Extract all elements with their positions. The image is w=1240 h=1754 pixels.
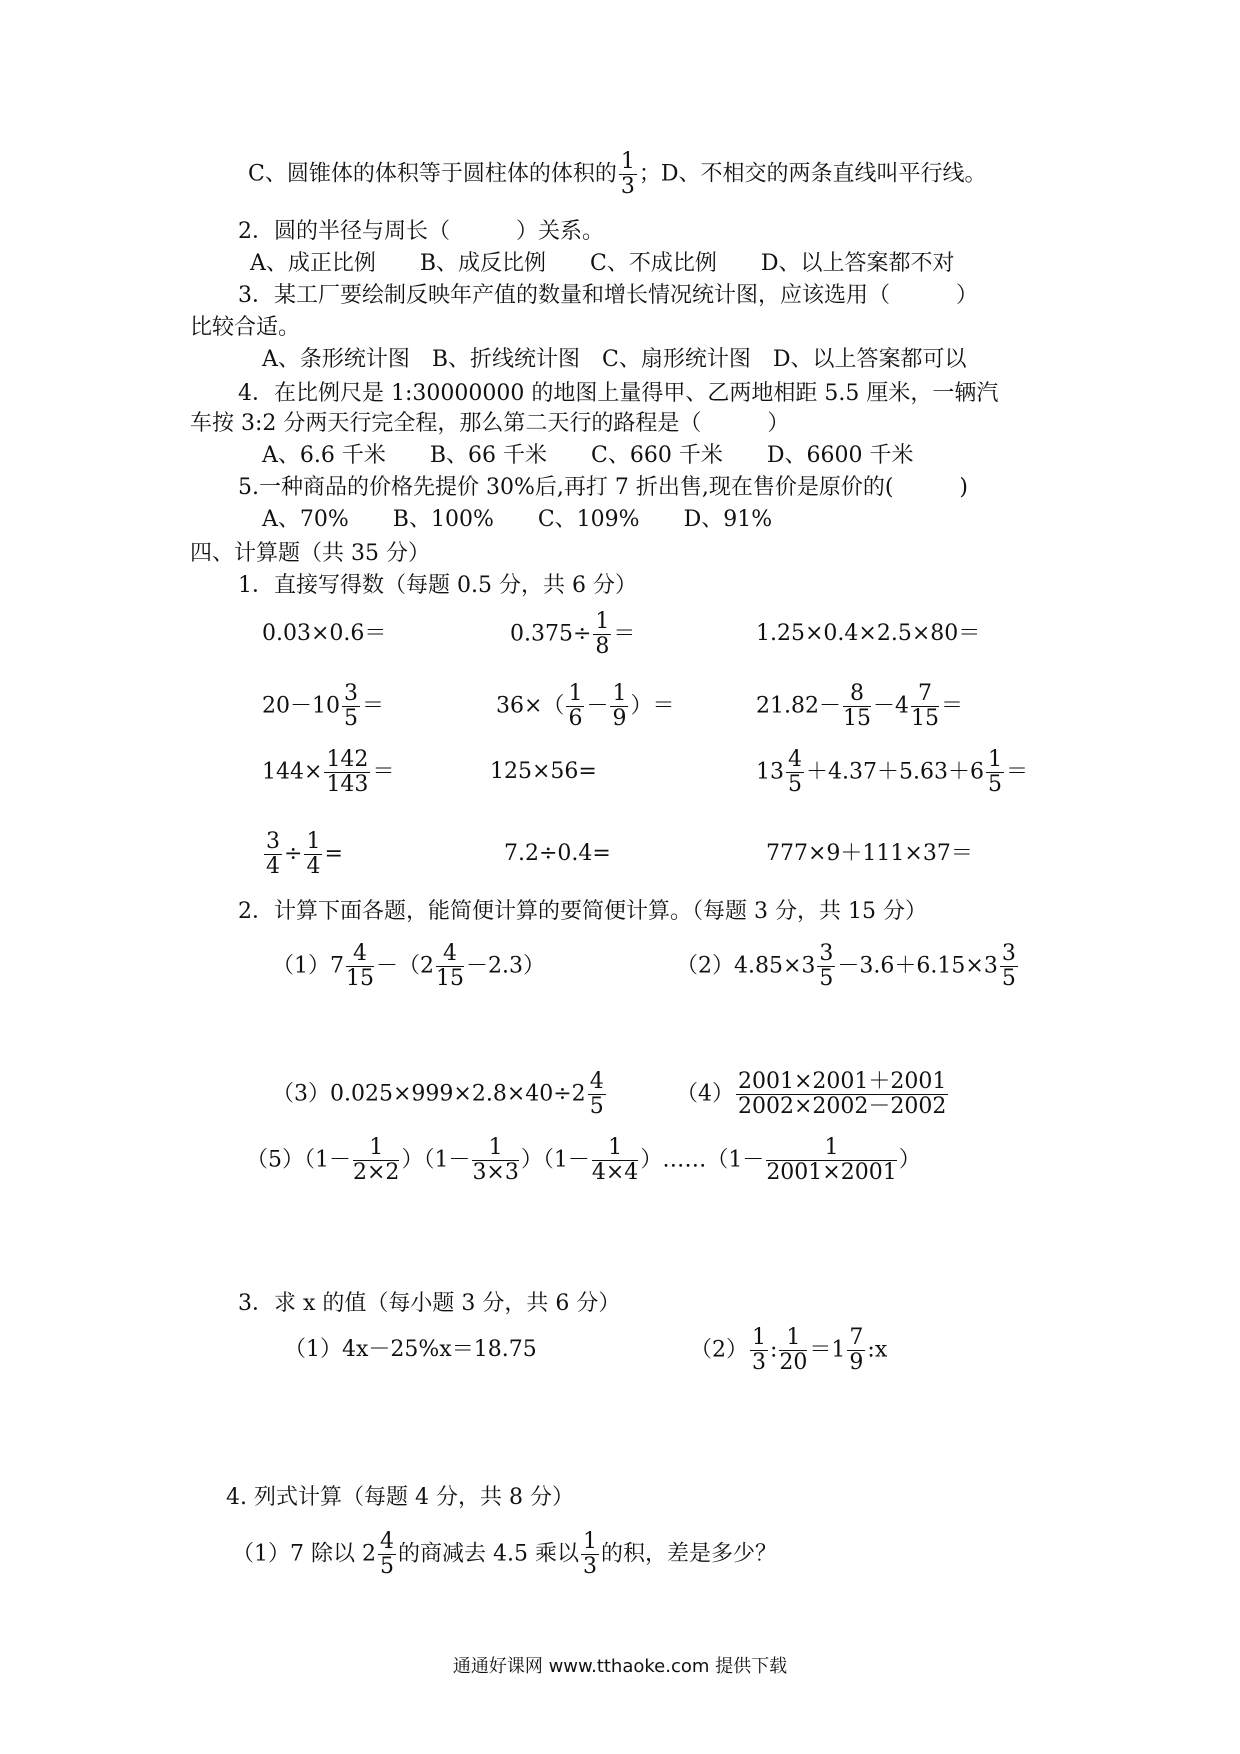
fraction: $\frac{7}{9}$	[849, 1325, 864, 1375]
calc-b1: 20－10 $\frac{3}{5}$ ＝	[262, 681, 385, 731]
fraction: $\frac{1}{8}$	[595, 609, 610, 659]
calc-c1: 144× $\frac{142}{143}$ ＝	[262, 747, 395, 797]
calc-e1: （1）7 $\frac{4}{15}$ －（2 $\frac{4}{15}$ －2.3）	[272, 941, 545, 991]
fraction: $\frac{8}{15}$	[842, 681, 871, 731]
q3-stem-line1: 3．某工厂要绘制反映年产值的数量和增长情况统计图，应该选用（ ）	[238, 283, 978, 308]
q4-options: A、6.6 千米 B、66 千米 C、660 千米 D、6600 千米	[262, 443, 914, 468]
equation-1: （1）4x－25%x＝18.75	[284, 1337, 537, 1362]
fraction: $\frac{3}{5}$	[1001, 941, 1016, 991]
part1-title: 1．直接写得数（每题 0.5 分，共 6 分）	[238, 573, 637, 598]
option-d-text: ；D、不相交的两条直线叫平行线。	[638, 161, 987, 187]
calc-c3: 13 $\frac{4}{5}$ ＋4.37＋5.63＋6 $\frac{1}{5}$ ＝	[756, 747, 1028, 797]
fraction: $\frac{7}{15}$	[910, 681, 939, 731]
section-title: 四、计算题（共 35 分）	[190, 541, 430, 566]
fraction: $\frac{4}{15}$	[346, 941, 374, 991]
page-footer: 通通好课网 www.tthaoke.com 提供下载	[452, 1656, 788, 1677]
option-c-text: C、圆锥体的体积等于圆柱体的体积的	[248, 161, 617, 187]
q2-options: A、成正比例 B、成反比例 C、不成比例 D、以上答案都不对	[250, 251, 955, 276]
fraction: $\frac{1}{6}$	[568, 681, 583, 731]
q4-stem-line1: 4．在比例尺是 1:30000000 的地图上量得甲、乙两地相距 5.5 厘米，一辆汽	[238, 381, 999, 406]
q3-stem-line2: 比较合适。	[190, 315, 301, 340]
fraction: $\frac{4}{15}$	[436, 941, 464, 991]
calc-e2: （2）4.85×3 $\frac{3}{5}$ －3.6＋6.15×3 $\frac{3}{5}$	[676, 941, 1016, 991]
fraction: $\frac{1}{20}$	[779, 1325, 808, 1375]
calc-e5: （5）（1－ $\frac{1}{2\times 2}$ ）（1－ $\frac{1}{3\times 3}$ ）（1－ $\frac{1}{4\times 4}$ ）……（1－ $\frac{1}{2001\times 2001}$ ）	[246, 1135, 921, 1185]
fraction: $\frac{4}{5}$	[379, 1529, 394, 1579]
fraction: $\frac{1}{2001\times 2001}$	[766, 1135, 897, 1185]
fraction: $\frac{1}{3\times 3}$	[472, 1135, 519, 1185]
calc-b3: 21.82－ $\frac{8}{15}$ －4 $\frac{7}{15}$ ＝	[756, 681, 963, 731]
fraction: $\frac{1}{4}$	[306, 829, 321, 879]
q4-stem-line2: 车按 3:2 分两天行完全程，那么第二天行的路程是（ ）	[190, 411, 790, 436]
fraction: $\frac{142}{143}$	[326, 747, 369, 797]
fraction: $\frac{1}{3}$	[582, 1529, 597, 1579]
calc-b2: 36×（ $\frac{1}{6}$ － $\frac{1}{9}$ ）＝	[496, 681, 675, 731]
part4-title: 4. 列式计算（每题 4 分，共 8 分）	[226, 1485, 574, 1510]
calc-d3: 777×9＋111×37＝	[766, 841, 973, 866]
calc-d2: 7.2÷0.4=	[504, 841, 611, 866]
fraction: $\frac{4}{5}$	[589, 1069, 604, 1119]
q1-option-cd	[248, 150, 986, 199]
calc-d1: $\frac{3}{4}$ ÷ $\frac{1}{4}$ =	[266, 829, 343, 879]
q2-stem: 2．圆的半径与周长（ ）关系。	[238, 219, 604, 244]
q5-stem: 5.一种商品的价格先提价 30%后,再打 7 折出售,现在售价是原价的( )	[238, 475, 969, 500]
calc-e3: （3）0.025×999×2.8×40÷2 $\frac{4}{5}$	[272, 1069, 604, 1119]
fraction: $\frac{1}{5}$	[987, 747, 1002, 797]
fraction: $\frac{1}{3}$	[752, 1325, 766, 1375]
equation-2: （2） $\frac{1}{3}$ : $\frac{1}{20}$ ＝1 $\frac{7}{9}$ :x	[690, 1325, 888, 1375]
fraction: $\frac{3}{5}$	[819, 941, 834, 991]
fraction: $\frac{3}{4}$	[266, 829, 280, 879]
fraction: $\frac{2001\times 2001+2001}{2002\times 2002-2002}$	[738, 1069, 947, 1119]
fraction: $\frac{3}{5}$	[344, 681, 358, 731]
calc-a3: 1.25×0.4×2.5×80＝	[756, 621, 981, 646]
calc-a2: 0.375÷ $\frac{1}{8}$ ＝	[510, 609, 636, 659]
fraction: $\frac{4}{5}$	[788, 747, 802, 797]
fraction: $\frac{1}{3}$	[620, 149, 635, 199]
calc-e4: （4） $\frac{2001\times 2001+2001}{2002\times 2002-2002}$	[676, 1069, 947, 1119]
fraction: $\frac{1}{2\times 2}$	[353, 1135, 400, 1185]
fraction: $\frac{1}{9}$	[612, 681, 627, 731]
word-problem-1: （1）7 除以 2 $\frac{4}{5}$ 的商减去 4.5 乘以 $\frac{1}{3}$ 的积，差是多少？	[232, 1529, 777, 1579]
calc-c2: 125×56=	[490, 759, 597, 784]
q5-options: A、70% B、100% C、109% D、91%	[262, 507, 773, 532]
fraction: $\frac{1}{4\times 4}$	[591, 1135, 639, 1185]
part3-title: 3．求 x 的值（每小题 3 分，共 6 分）	[238, 1291, 621, 1316]
part2-title: 2．计算下面各题，能简便计算的要简便计算。（每题 3 分，共 15 分）	[238, 899, 927, 924]
q3-options: A、条形统计图 B、折线统计图 C、扇形统计图 D、以上答案都可以	[262, 347, 967, 372]
calc-a1: 0.03×0.6＝	[262, 621, 387, 646]
